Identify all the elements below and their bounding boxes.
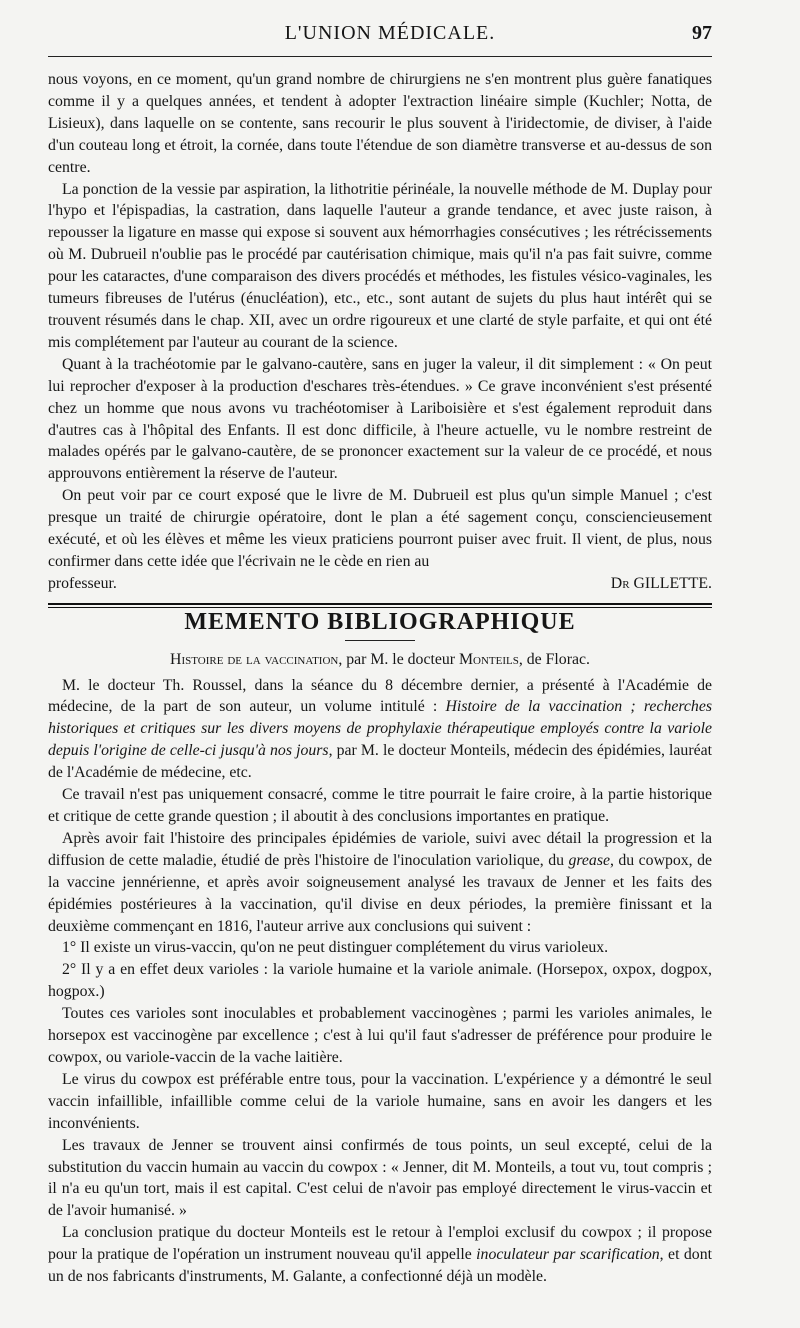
text-run: M. le docteur Th. Roussel, dans la séance du 8 décembre dernier, a présenté à l'Académie de médecine, de la part de son auteur, un volume intitulé : — [48, 676, 712, 716]
paragraph: Quant à la trachéotomie par le galvano-cautère, sans en juger la valeur, il dit simplement : « On peut lui reprocher d'exposer à la production d'eschares très-étendues. » Ce grave inconvénient s'est présenté chez un homme que nous avons vu trachéotomiser à Lariboisière et s'est également reproduit dans d'autres cas à l'hôpital des Enfants. Il est donc difficile, à l'heure actuelle, vu le nombre restreint de malades opérés par le galvano-cautère, de se prononcer exactement sur la valeur de ce procédé, et nous approuvons entièrement la réserve de l'auteur. — [48, 355, 712, 483]
text-run: , par M. le docteur Monteils, médecin des épidémies, lauréat de l'Académie de médecine, etc. — [48, 742, 712, 782]
title-underline — [345, 640, 415, 641]
paragraph: Ce travail n'est pas uniquement consacré, comme le titre pourrait le faire croire, à la partie historique et critique de cette grande question ; il aboutit à des conclusions importantes en pratique. — [48, 786, 712, 825]
conclusion-item: 2° Il y a en effet deux varioles : la variole humaine et la variole animale. (Horsepox, oxpox, dogpox, hogpox.) — [48, 961, 712, 1001]
section-divider — [48, 603, 712, 608]
paragraph — [48, 1222, 712, 1288]
signature-line — [48, 573, 712, 595]
paragraph — [48, 675, 712, 785]
text-run: Après avoir fait l'histoire des principales épidémies de variole, suivi avec détail la progression et la diffusion de cette maladie, étudié de près l'histoire de l'inoculation variolique, du — [48, 829, 712, 869]
title-connector: , par M. le docteur — [338, 650, 459, 668]
paragraph: La ponction de la vessie par aspiration, la lithotritie périnéale, la nouvelle méthode de M. Duplay pour l'hypo et l'épispadias, la castration, dans laquelle l'auteur a grande tendance, et avec juste raison, à repousser la ligature en masse qui expose si souvent aux hémorrhagies consécutives ; les rétrécissements où M. Dubrueil n'oublie pas le procédé par cautérisation chimique, mais qu'il n'a pas fait suivre, comme pour les cataractes, d'une comparaison des divers procédés et méthodes, les fistules vésico-vaginales, les tumeurs fibreuses de l'utérus (énucléation), etc., etc., sont autant de sujets du plus haut intérêt qui se trouvent résumés dans le chap. XII, avec un ordre rigoureux et une clarté de style parfaite, et qui ont été mis complétement par l'auteur au courant de la science. — [48, 180, 712, 351]
italic-term: inoculateur par scarification — [476, 1246, 660, 1264]
paragraph: Le virus du cowpox est préférable entre tous, pour la vaccination. L'expérience y a démontré le seul vaccin infaillible, infaillible comme celui de la variole humaine, sans en avoir les dangers et les inconvénients. — [48, 1070, 712, 1132]
paragraph — [48, 828, 712, 938]
running-title: L'UNION MÉDICALE. — [284, 22, 496, 44]
text-run: , du cowpox, de la vaccine jennérienne, et après avoir soigneusement analysé les travaux de Jenner et les faits des épidémies postérieures à la vaccination, qu'il divise en deux périodes, la première finissant et la deuxième commençant en 1816, l'auteur arrive aux conclusions qui suivent : — [48, 851, 712, 935]
paragraph: On peut voir par ce court exposé que le livre de M. Dubrueil est plus qu'un simple Manuel ; c'est presque un traité de chirurgie opératoire, dont le plan a été sagement conçu, consciencieusement exécuté, et où les élèves et même les vieux praticiens pourront puiser avec fruit. Il vient, de plus, nous confirmer dans cette idée que l'écrivain ne le cède en rien au — [48, 487, 712, 570]
paragraph: Les travaux de Jenner se trouvent ainsi confirmés de tous points, un seul excepté, celui de la substitution du vaccin humain au vaccin du cowpox : « Jenner, dit M. Monteils, a tout vu, tout compris ; il n'a eu qu'un tort, mais il est capital. C'est celui de n'avoir pas employé directement le virus-vaccin et de l'avoir humanisé. » — [48, 1136, 712, 1220]
author-signature: Dr GILLETTE. — [610, 574, 712, 592]
title-suffix: , de Florac. — [518, 650, 590, 668]
page-number: 97 — [692, 22, 712, 44]
paragraph: Toutes ces varioles sont inoculables et probablement vaccinogènes ; parmi les varioles animales, le horsepox est vaccinogène par excellence ; c'est à lui qu'il faut s'adresser de préférence pour produire le cowpox, ou variole-vaccin de la vache laitière. — [48, 1005, 712, 1066]
text-run: La conclusion pratique du docteur Monteils est le retour à l'emploi exclusif du cowpox ; il propose pour la pratique de l'opération un instrument nouveau qu'il appelle — [48, 1224, 712, 1264]
conclusion-item: 1° Il existe un virus-vaccin, qu'on ne peut distinguer complétement du virus varioleux. — [62, 939, 609, 957]
paragraph: nous voyons, en ce moment, qu'un grand nombre de chirurgiens ne s'en montrent plus guère fanatiques comme il y a quelques années, et tendent à adopter l'extraction linéaire simple (Kuchler; Notta, de Lisieux), dans laquelle on se contente, sans recourir le plus souvent à l'iridectomie, de diviser, à l'aide d'un couteau long et étroit, la cornée, dans toute l'étendue de son diamètre transverse et au-dessus de son centre. — [48, 71, 712, 176]
article-title — [48, 649, 712, 671]
article-body — [48, 69, 712, 1288]
section-title: MEMENTO BIBLIOGRAPHIQUE — [184, 608, 576, 635]
italic-term: grease — [568, 851, 610, 869]
page-header — [48, 22, 712, 57]
book-author: Monteils — [458, 650, 519, 668]
closing-word: professeur. — [48, 574, 117, 592]
text-run: , et dont un de nos fabricants d'instruments, M. Galante, a confectionné déjà un modèle. — [48, 1246, 712, 1286]
italic-title: Histoire de la vaccination ; recherches historiques et critiques sur les divers moyens de prophylaxie thérapeutique employés contre la variole depuis l'origine de celle-ci jusqu'à nos jours — [48, 698, 712, 760]
book-title: Histoire de la vaccination — [170, 650, 339, 668]
